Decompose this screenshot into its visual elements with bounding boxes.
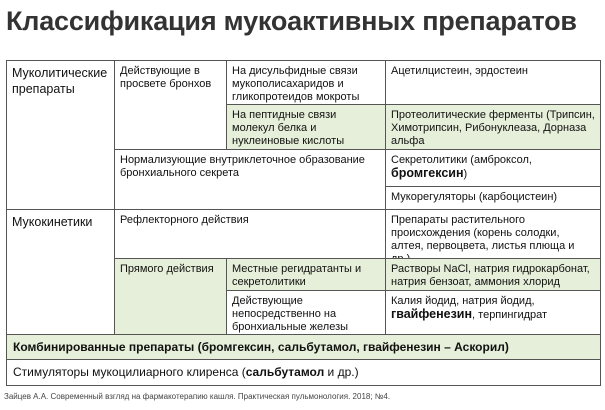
glands-drugs-cell [385,290,601,335]
disulfide-label: На дисульфидные связи мукополисахаридов и гликопротеидов мокроты [232,65,360,103]
combined-row [6,334,601,360]
glands-cell [226,290,386,335]
peptide-drugs: Протеолитические ферменты (Трипсин, Химотрипсин, Рибонуклеаза, Дорназа альфа [391,109,595,147]
guaifenesin-bold: гвайфенезин [391,307,473,321]
reflex-drugs: Препараты растительного происхождения (корень солодки, алтея, первоцвета, листья плюща и [391,214,575,252]
stimulators-row [6,359,601,386]
combined-text: Комбинированные препараты (бромгексин, сальбутамол, гвайфенезин – Аскорил) [13,340,509,354]
stimulators-suffix: и др.) [324,365,359,379]
lumen-cell [114,60,227,150]
glands-drugs-1: Калия йодид, натрия йодид, [391,295,535,307]
secretolytics-cell [385,149,601,187]
salbutamol-bold: сальбутамол [245,365,325,379]
peptide-drugs-cell [385,104,601,150]
mucolytic-group-cell [6,60,115,210]
local-drugs: Растворы NaCl, натрия гидрокарбонат, натрия бензоат, аммония хлорид [391,263,590,288]
glands-label: Действующие непосредственно на бронхиальные железы [232,295,349,333]
secretolytics-text: Секретолитики (амброксол, [391,154,532,166]
disulfide-drugs-cell [385,60,601,105]
disulfide-cell [226,60,386,105]
local-label: Местные регидратанты и секретолитики [232,263,362,288]
glands-drugs-2: , терпингидрат [472,309,548,321]
local-cell [226,258,386,291]
peptide-cell [226,104,386,150]
peptide-label: На пептидные связи молекул белка и нуклеиновые кислоты [232,109,345,147]
normalizing-cell [114,149,386,210]
source-footnote: Зайцев А.А. Современный взгляд на фармакотерапию кашля. Практическая пульмонология. 2018; №4. [4,392,391,401]
mucolytic-group-label: Муколитические препараты [12,66,108,96]
mucoregulators-text: Мукорегуляторы (карбоцистеин) [391,191,558,203]
reflex-drugs-cell [385,209,601,259]
mucokinetic-group-label: Мукокинетики [12,215,93,229]
direct-label: Прямого действия [120,263,214,275]
direct-cell [114,258,227,335]
secretolytics-end: ) [463,168,468,180]
disulfide-drugs: Ацетилцистеин, эрдостеин [391,65,528,77]
lumen-label: Действующие в просвете бронхов [120,65,212,90]
normalizing-label: Нормализующие внутриклеточное образование бронхиального секрета [120,154,365,179]
stimulators-prefix: Стимуляторы мукоцилиарного клиренса ( [13,365,246,379]
reflex-cell [114,209,386,259]
page-title: Классификация мукоактивных препаратов [6,6,577,36]
mucoregulators-cell [385,186,601,210]
local-drugs-cell [385,258,601,291]
bromhexine-bold: бромгексин [391,166,464,180]
mucokinetic-group-cell [6,209,115,335]
reflex-label: Рефлекторного действия [120,214,249,226]
classification-table [6,60,601,386]
